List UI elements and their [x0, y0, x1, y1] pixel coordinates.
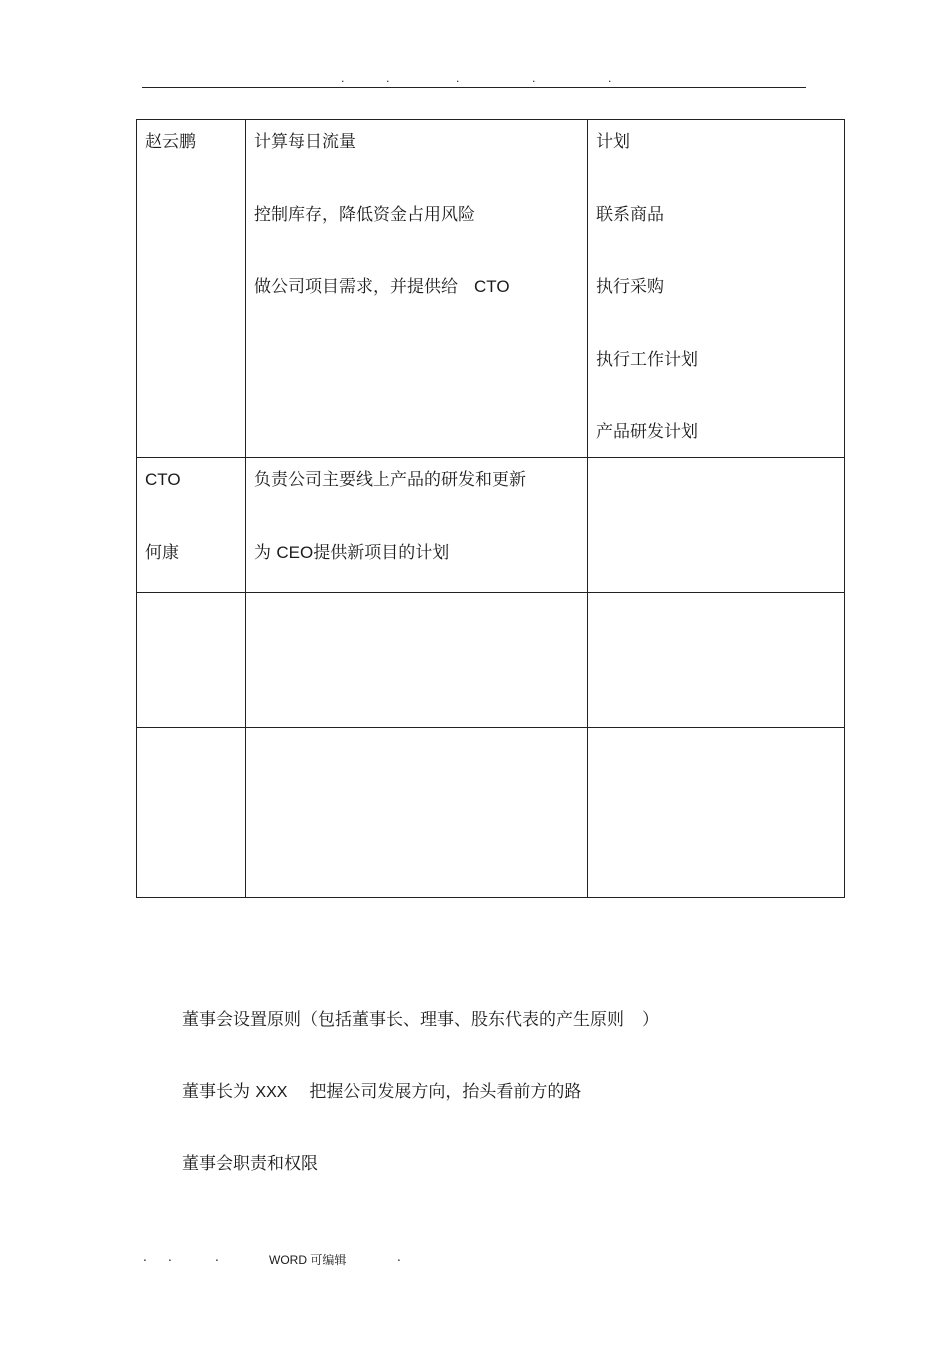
paragraph-text: 董事长为: [182, 1082, 250, 1102]
paragraph-chairman: [182, 1080, 581, 1105]
work-cell: [588, 728, 845, 898]
paragraph-text: 董事会设置原则（包括董事长、理事、股东代表的产生原则: [182, 1010, 624, 1030]
name-cell: [137, 120, 246, 458]
duty-role: CTO: [474, 277, 510, 296]
work-cell: [588, 120, 845, 458]
footer-dot: .: [143, 1250, 147, 1264]
work-cell: [588, 458, 845, 593]
header-dot: .: [456, 72, 460, 85]
paragraph-board-principle: [182, 1008, 659, 1032]
duty-cell: [246, 120, 588, 458]
work-line: 联系商品: [596, 204, 664, 225]
header-dots: [0, 72, 950, 84]
name-line: 何康: [145, 542, 179, 563]
paragraph-text: 把握公司发展方向，抬头看前方的路: [309, 1082, 582, 1102]
duty-text: 提供新项目的计划: [313, 542, 450, 563]
chairman-name: XXX: [255, 1084, 288, 1101]
responsibility-table: [136, 119, 845, 898]
duty-line: [254, 541, 587, 565]
duty-line: 控制库存，降低资金占用风险: [254, 204, 475, 225]
header-dot: .: [386, 72, 390, 85]
duty-line: [254, 275, 587, 299]
table-row: [137, 458, 845, 593]
name-cell: [137, 458, 246, 593]
header-dot: .: [532, 72, 536, 85]
duty-text: 做公司项目需求，并提供给: [254, 277, 458, 297]
work-line: 执行采购: [596, 277, 664, 297]
footer-text: WORD 可编辑: [269, 1253, 347, 1267]
paragraph-board-duties: 董事会职责和权限: [182, 1154, 318, 1174]
duty-line: 计算每日流量: [254, 132, 356, 152]
duty-line: 负责公司主要线上产品的研发和更新: [254, 470, 526, 490]
duty-cell: [246, 458, 588, 593]
footer-dot: .: [168, 1250, 172, 1264]
footer-dot: .: [215, 1250, 219, 1264]
table-row: [137, 120, 845, 458]
header-rule: [142, 87, 806, 88]
work-cell: [588, 593, 845, 728]
name-line: 赵云鹏: [145, 132, 196, 152]
header-dot: .: [341, 72, 345, 85]
work-line: 执行工作计划: [596, 349, 698, 370]
work-line: 产品研发计划: [596, 422, 698, 442]
duty-role: CEO: [276, 542, 314, 562]
table-row: [137, 728, 845, 898]
name-cell: [137, 593, 246, 728]
table-row: [137, 593, 845, 728]
name-cell: [137, 728, 246, 898]
footer: [0, 1250, 950, 1270]
duty-text: 为: [254, 542, 271, 563]
name-line: CTO: [145, 470, 181, 489]
footer-dot: .: [397, 1250, 401, 1264]
duty-cell: [246, 593, 588, 728]
duty-cell: [246, 728, 588, 898]
paragraph-text: ）: [642, 1010, 659, 1030]
header-dot: .: [608, 72, 612, 85]
work-line: 计划: [596, 132, 630, 152]
